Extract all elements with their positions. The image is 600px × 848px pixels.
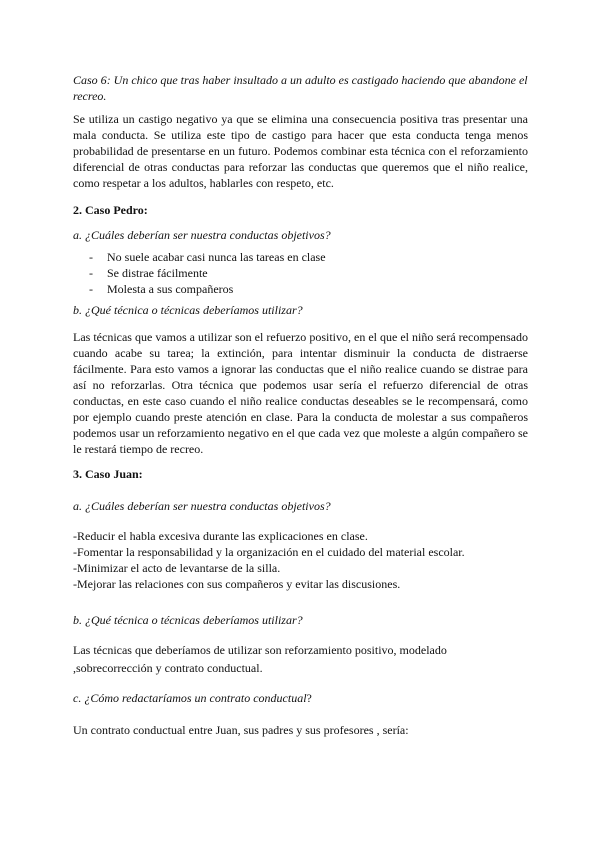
- caso6-title-prefix: Caso 6: [73, 73, 107, 87]
- juan-contract-intro: Un contrato conductual entre Juan, sus padres y sus profesores , sería:: [73, 723, 409, 737]
- question-c-mark: ?: [306, 691, 312, 705]
- list-item: -Fomentar la responsabilidad y la organización en el cuidado del material escolar.: [73, 545, 465, 559]
- list-item: -Reducir el habla excesiva durante las explicaciones en clase.: [73, 529, 368, 543]
- list-item: -Mejorar las relaciones con sus compañeros y evitar las discusiones.: [73, 577, 401, 591]
- techniques-line: ,sobrecorrección y contrato conductual.: [73, 661, 263, 675]
- pedro-question-a: a. ¿Cuáles deberían ser nuestra conductas objetivos?: [73, 228, 331, 242]
- list-item: [73, 265, 528, 281]
- juan-heading: 3. Caso Juan:: [73, 467, 143, 481]
- caso6-title-rest: : Un chico que tras haber insultado a un adulto es castigado haciendo que abandone el recreo.: [73, 73, 528, 103]
- juan-objectives: [73, 528, 528, 592]
- pedro-question-b: b. ¿Qué técnica o técnicas deberíamos utilizar?: [73, 303, 303, 317]
- question-c-text: c. ¿Cómo redactaríamos un contrato conductual: [73, 691, 307, 705]
- bullet-text: Se distrae fácilmente: [107, 266, 208, 280]
- list-item: -Minimizar el acto de levantarse de la silla.: [73, 561, 281, 575]
- bullet-marker: -: [89, 282, 93, 296]
- caso6-title: [73, 72, 528, 104]
- pedro-bullet-list: [73, 249, 528, 297]
- list-item: [73, 249, 528, 265]
- bullet-text: No suele acabar casi nunca las tareas en clase: [107, 250, 326, 264]
- juan-question-c: [73, 690, 528, 706]
- pedro-heading: 2. Caso Pedro:: [73, 203, 148, 217]
- techniques-line: Las técnicas que deberíamos de utilizar son reforzamiento positivo, modelado: [73, 643, 447, 657]
- caso6-paragraph: Se utiliza un castigo negativo ya que se elimina una consecuencia positiva tras presentar una mala conducta. Se utiliza este tipo de castigo para hacer que esta conducta tenga menos probabilidad de presentarse en un futuro. Podemos combinar esta técnica con el reforzamiento diferencial de otras conductas para reforzar las conductas que queremos que el niño realice, como respetar a los adultos, hablarles con respeto, etc.: [73, 112, 528, 190]
- pedro-paragraph: Las técnicas que vamos a utilizar son el refuerzo positivo, en el que el niño será recompensado cuando acabe su tarea; la extinción, para intentar disminuir la conducta de distraerse fácilmente. Para esto vamos a ignorar las conductas que el niño realice cuando se distrae para así no reforzarlas. Otra técnica que podemos usar sería el refuerzo diferencial de otras conductas, en este caso cuando el niño realice conductas deseables se le recompensará, como por ejemplo cuando preste atención en clase. Para la conducta de molestar a sus compañeros podemos usar un reforzamiento negativo en el que cada vez que moleste a algún compañero se le restará tiempo de recreo.: [73, 330, 528, 456]
- list-item: [73, 281, 528, 297]
- juan-techniques: [73, 642, 528, 676]
- juan-question-b: b. ¿Qué técnica o técnicas deberíamos utilizar?: [73, 613, 303, 627]
- bullet-marker: -: [89, 266, 93, 280]
- juan-question-a: a. ¿Cuáles deberían ser nuestra conductas objetivos?: [73, 499, 331, 513]
- bullet-text: Molesta a sus compañeros: [107, 282, 234, 296]
- bullet-marker: -: [89, 250, 93, 264]
